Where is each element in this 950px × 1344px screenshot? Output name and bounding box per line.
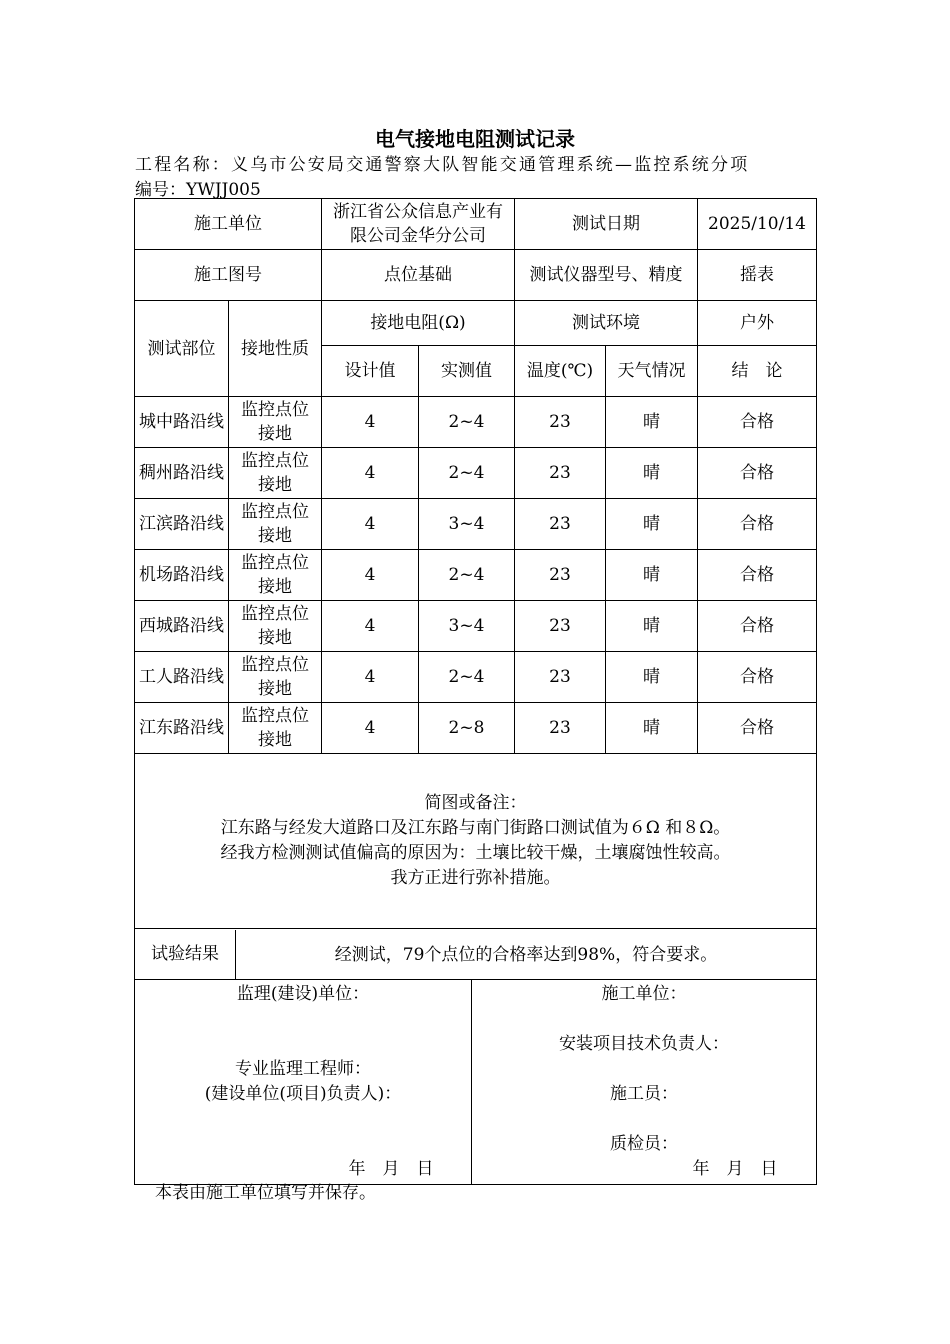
row-location: 江滨路沿线 [135,499,229,550]
row-result: 合格 [698,448,817,499]
row-ground-type: 监控点位接地 [229,601,322,652]
serial-number: 编号：YWJJ005 [135,180,261,200]
test-date-value: 2025/10/14 [698,199,817,250]
supervisor-signature-block [135,980,472,1184]
row-result: 合格 [698,601,817,652]
row-design: 4 [322,550,419,601]
table-row [135,652,817,703]
table-row [135,499,817,550]
row-ground-type: 监控点位接地 [229,448,322,499]
row-temperature: 23 [515,601,606,652]
tech-lead-label: 安装项目技术负责人： [559,1034,729,1054]
row-temperature: 23 [515,448,606,499]
test-location-header: 测试部位 [135,301,229,397]
notes-line: 我方正进行弥补措施。 [390,868,561,888]
footer-note: 本表由施工单位填写并保存。 [155,1183,376,1203]
resistance-header: 接地电阻(Ω) [322,301,515,346]
notes-line: 经我方检测测试值偏高的原因为：土壤比较干燥，土壤腐蚀性较高。 [220,843,731,863]
environment-value: 户外 [698,301,817,346]
row-design: 4 [322,397,419,448]
row-design: 4 [322,703,419,754]
document-title: 电气接地电阻测试记录 [375,127,575,151]
row-weather: 晴 [606,703,698,754]
table-row [135,448,817,499]
row-temperature: 23 [515,703,606,754]
row-ground-type: 监控点位接地 [229,550,322,601]
row-location: 机场路沿线 [135,550,229,601]
row-design: 4 [322,601,419,652]
weather-header: 天气情况 [606,346,698,397]
instrument-value: 摇表 [698,250,817,301]
row-result: 合格 [698,652,817,703]
contractor-signature-block [472,980,817,1184]
test-result-label: 试验结果 [135,930,236,979]
row-weather: 晴 [606,601,698,652]
row-result: 合格 [698,397,817,448]
owner-rep-label: (建设单位(项目)负责人)： [204,1084,402,1104]
drawing-no-label: 施工图号 [135,250,322,301]
row-location: 江东路沿线 [135,703,229,754]
row-temperature: 23 [515,499,606,550]
row-location: 城中路沿线 [135,397,229,448]
row-measured: 3~4 [419,499,515,550]
row-weather: 晴 [606,397,698,448]
row-ground-type: 监控点位接地 [229,652,322,703]
ground-type-header: 接地性质 [229,301,322,397]
contractor-value: 浙江省公众信息产业有限公司金华分公司 [322,199,515,250]
supervisor-engineer-label: 专业监理工程师： [235,1059,371,1079]
row-ground-type: 监控点位接地 [229,397,322,448]
row-weather: 晴 [606,499,698,550]
row-result: 合格 [698,703,817,754]
row-weather: 晴 [606,448,698,499]
row-ground-type: 监控点位接地 [229,499,322,550]
row-weather: 晴 [606,550,698,601]
signature-date-left: 年 月 日 [348,1159,434,1179]
row-measured: 2~4 [419,652,515,703]
row-temperature: 23 [515,550,606,601]
row-location: 工人路沿线 [135,652,229,703]
row-design: 4 [322,499,419,550]
contractor-label: 施工单位 [135,199,322,250]
row-temperature: 23 [515,397,606,448]
row-measured: 2~4 [419,448,515,499]
row-ground-type: 监控点位接地 [229,703,322,754]
conclusion-header: 结 论 [698,346,817,397]
row-weather: 晴 [606,652,698,703]
row-design: 4 [322,652,419,703]
row-temperature: 23 [515,652,606,703]
table-row [135,397,817,448]
notes-label: 简图或备注： [424,793,527,813]
worker-label: 施工员： [610,1084,678,1104]
environment-header: 测试环境 [515,301,698,346]
row-measured: 2~4 [419,397,515,448]
row-result: 合格 [698,550,817,601]
test-date-label: 测试日期 [515,199,698,250]
notes-cell [135,754,817,929]
signature-date-right: 年 月 日 [692,1159,778,1179]
measured-value-header: 实测值 [419,346,515,397]
temperature-header: 温度(℃) [515,346,606,397]
test-result-value: 经测试，79个点位的合格率达到98%，符合要求。 [334,945,718,965]
row-design: 4 [322,448,419,499]
project-name: 工程名称：义乌市公安局交通警察大队智能交通管理系统—监控系统分项 [135,155,750,175]
row-measured: 3~4 [419,601,515,652]
supervisor-unit-label: 监理(建设)单位： [236,984,370,1004]
instrument-label: 测试仪器型号、精度 [515,250,698,301]
row-result: 合格 [698,499,817,550]
notes-line: 江东路与经发大道路口及江东路与南门街路口测试值为６Ω 和８Ω。 [220,818,731,838]
row-location: 西城路沿线 [135,601,229,652]
table-row [135,550,817,601]
design-value-header: 设计值 [322,346,419,397]
row-measured: 2~8 [419,703,515,754]
table-row [135,703,817,754]
table-row [135,601,817,652]
grounding-test-table [134,198,817,1185]
row-location: 稠州路沿线 [135,448,229,499]
inspector-label: 质检员： [610,1134,678,1154]
row-measured: 2~4 [419,550,515,601]
contractor-unit-label: 施工单位： [601,984,687,1004]
drawing-no-value: 点位基础 [322,250,515,301]
